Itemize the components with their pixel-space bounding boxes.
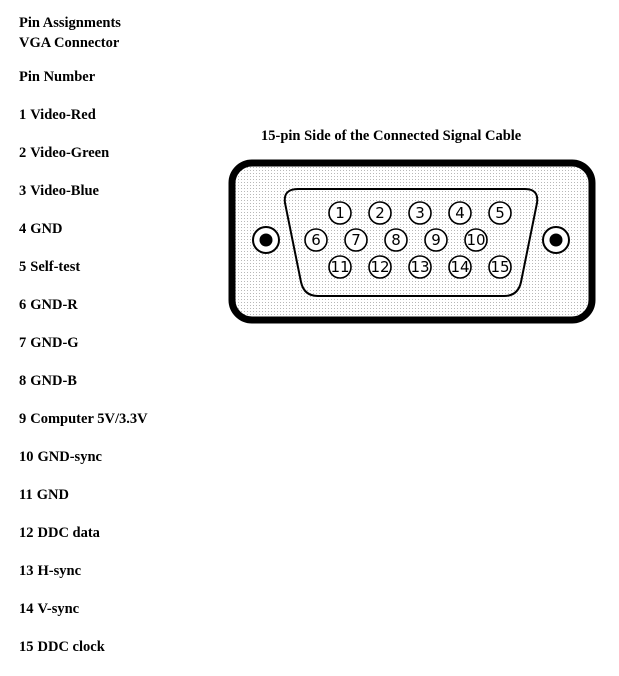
- pin-number: 13: [19, 563, 34, 579]
- pin-signal: H-sync: [37, 563, 81, 579]
- pin-number: 7: [19, 335, 27, 351]
- pin-6: [305, 229, 327, 251]
- pin-number: 3: [19, 183, 27, 199]
- pin-row: [19, 448, 148, 486]
- pin-row: [19, 334, 148, 372]
- pin-row: [19, 258, 148, 296]
- right-screw-hole-icon: [550, 234, 563, 247]
- pin-row: [19, 410, 148, 448]
- pin-label: 14: [450, 258, 470, 276]
- pin-row: [19, 144, 148, 182]
- pin-1: [329, 202, 351, 224]
- pin-label: 11: [330, 258, 350, 276]
- pin-signal: Video-Blue: [30, 183, 99, 199]
- pin-label: 8: [391, 231, 401, 249]
- pin-number: 8: [19, 373, 27, 389]
- pin-number: 14: [19, 601, 34, 617]
- diagram-caption: 15-pin Side of the Connected Signal Cable: [261, 128, 522, 144]
- pin-signal: GND-G: [30, 335, 79, 351]
- page-title: Pin Assignments: [19, 15, 121, 31]
- pin-label: 9: [431, 231, 441, 249]
- pin-row: [19, 106, 148, 144]
- pin-5: [489, 202, 511, 224]
- pin-7: [345, 229, 367, 251]
- pin-signal: DDC clock: [37, 639, 105, 655]
- pin-label: 15: [490, 258, 510, 276]
- pin-signal: Video-Red: [30, 107, 96, 123]
- pin-number: 15: [19, 639, 34, 655]
- pin-label: 10: [466, 231, 486, 249]
- pin-number: 5: [19, 259, 27, 275]
- pin-number-heading: Pin Number: [19, 69, 96, 85]
- pin-signal: DDC data: [37, 525, 100, 541]
- pin-number: 11: [19, 487, 33, 503]
- pin-row: [19, 600, 148, 638]
- pin-11: [329, 256, 351, 278]
- pin-number: 12: [19, 525, 34, 541]
- pin-label: 5: [495, 204, 505, 222]
- pin-number: 6: [19, 297, 27, 313]
- left-screw-hole-icon: [260, 234, 273, 247]
- pin-2: [369, 202, 391, 224]
- pin-signal: GND-B: [30, 373, 77, 389]
- pin-label: 12: [370, 258, 390, 276]
- vga-connector-diagram: [226, 158, 598, 326]
- pin-row: [19, 486, 148, 524]
- pin-signal: GND-R: [30, 297, 78, 313]
- pin-signal: V-sync: [37, 601, 80, 617]
- pin-row: [19, 562, 148, 600]
- pin-9: [425, 229, 447, 251]
- pin-assignment-list: [19, 106, 148, 676]
- pin-10: [465, 229, 487, 251]
- pin-number: 10: [19, 449, 34, 465]
- pin-label: 7: [351, 231, 361, 249]
- pin-13: [409, 256, 431, 278]
- pin-signal: GND-sync: [37, 449, 102, 465]
- pin-14: [449, 256, 471, 278]
- pin-row: [19, 372, 148, 410]
- pin-row: [19, 220, 148, 258]
- pin-number: 4: [19, 221, 27, 237]
- pin-row: [19, 638, 148, 676]
- pin-label: 13: [410, 258, 430, 276]
- pin-number: 1: [19, 107, 27, 123]
- pin-row: [19, 524, 148, 562]
- pin-label: 4: [455, 204, 465, 222]
- pin-number: 9: [19, 411, 27, 427]
- pin-signal: Self-test: [30, 259, 81, 275]
- pin-signal: GND: [36, 487, 69, 503]
- pin-number: 2: [19, 145, 27, 161]
- pin-label: 1: [335, 204, 345, 222]
- pin-label: 2: [375, 204, 385, 222]
- pin-12: [369, 256, 391, 278]
- pin-signal: Video-Green: [30, 145, 110, 161]
- pin-15: [489, 256, 511, 278]
- pin-4: [449, 202, 471, 224]
- pin-8: [385, 229, 407, 251]
- pin-3: [409, 202, 431, 224]
- pin-row: [19, 296, 148, 334]
- pin-row: [19, 182, 148, 220]
- pin-signal: GND: [30, 221, 63, 237]
- pin-signal: Computer 5V/3.3V: [30, 411, 148, 427]
- page-subtitle: VGA Connector: [19, 35, 120, 51]
- pin-label: 6: [311, 231, 321, 249]
- pin-label: 3: [415, 204, 425, 222]
